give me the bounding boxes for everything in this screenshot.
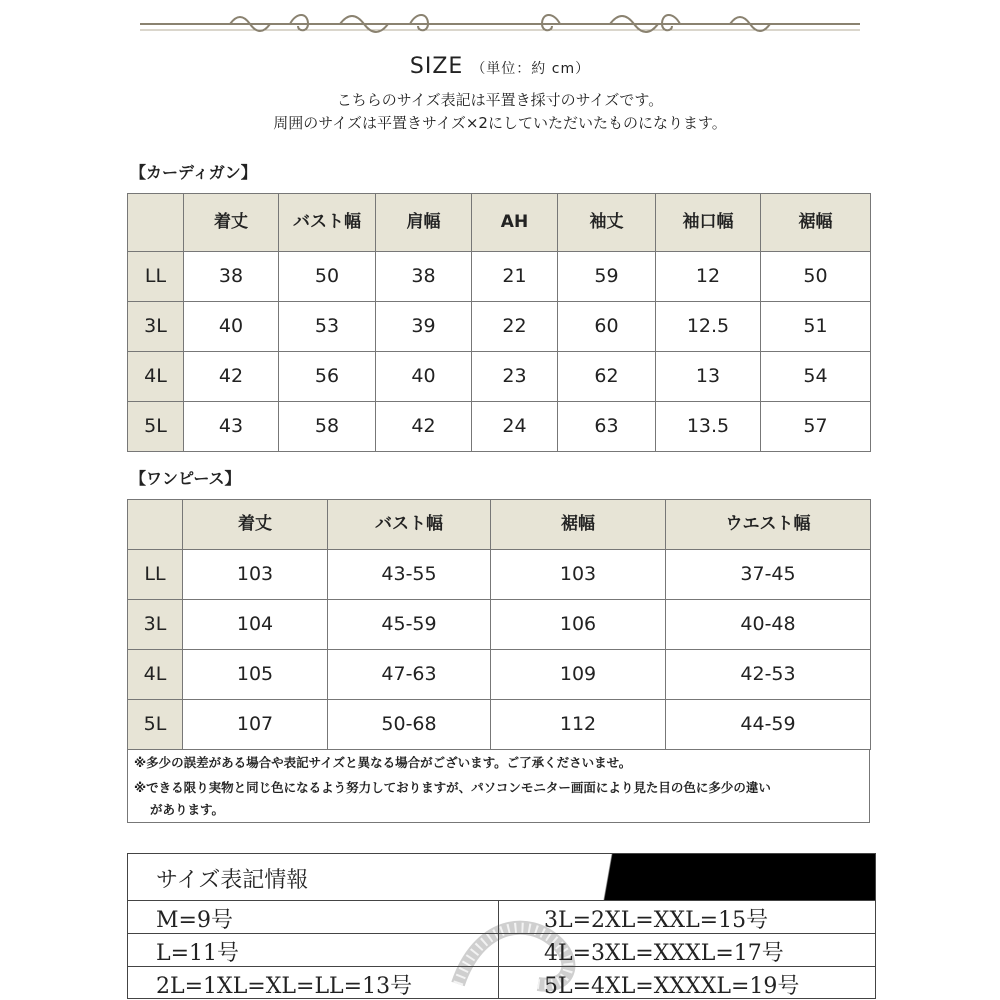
size-notation-title: サイズ表記情報 [156, 868, 309, 893]
table-cell: 103 [183, 550, 328, 600]
table-cell: 105 [183, 650, 328, 700]
table-cell: 43 [184, 402, 279, 452]
table-cell: 38 [184, 252, 279, 302]
table-cell: 57 [761, 402, 871, 452]
table-cell: 103 [491, 550, 666, 600]
table-cell: 60 [558, 302, 656, 352]
table-cell: 106 [491, 600, 666, 650]
table-row [128, 252, 871, 302]
table-cell: 12 [656, 252, 761, 302]
table-cell: 62 [558, 352, 656, 402]
column-divider [498, 900, 499, 998]
table-cell: 23 [472, 352, 558, 402]
size-equivalence: M=9号 [156, 908, 233, 933]
table-cell: 47-63 [328, 650, 491, 700]
table-header-row [128, 194, 871, 252]
table-cell: 51 [761, 302, 871, 352]
column-header: バスト幅 [328, 500, 491, 550]
table-cell: 39 [376, 302, 472, 352]
column-header: バスト幅 [279, 194, 376, 252]
size-notation-row [128, 901, 875, 934]
row-header: 3L [128, 600, 183, 650]
table-cell: 13.5 [656, 402, 761, 452]
table-row [128, 402, 871, 452]
table-cell: 40 [376, 352, 472, 402]
table-cell: 12.5 [656, 302, 761, 352]
table-header-row [128, 500, 871, 550]
column-header: 袖口幅 [656, 194, 761, 252]
table-cell: 53 [279, 302, 376, 352]
table-cell: 40 [184, 302, 279, 352]
row-header: 5L [128, 402, 184, 452]
cardigan-section-title: 【カーディガン】 [130, 163, 257, 182]
column-header [128, 500, 183, 550]
disclaimer-line: があります。 [150, 802, 225, 817]
table-row [128, 700, 871, 750]
size-notation-row [128, 967, 875, 999]
row-header: 5L [128, 700, 183, 750]
table-cell: 45-59 [328, 600, 491, 650]
table-cell: 43-55 [328, 550, 491, 600]
dress-size-table [127, 499, 871, 750]
table-row [128, 600, 871, 650]
table-cell: 56 [279, 352, 376, 402]
decorative-ornament [140, 4, 860, 44]
size-label: SIZE [409, 54, 464, 79]
column-header: ウエスト幅 [666, 500, 871, 550]
column-header: 着丈 [183, 500, 328, 550]
table-cell: 40-48 [666, 600, 871, 650]
table-cell: 42-53 [666, 650, 871, 700]
table-cell: 50 [279, 252, 376, 302]
table-cell: 109 [491, 650, 666, 700]
disclaimer-line: ※できる限り実物と同じ色になるよう努力しておりますが、パソコンモニター画面により見た目の色に多少の違い [134, 780, 771, 795]
table-cell: 42 [184, 352, 279, 402]
table-cell: 50 [761, 252, 871, 302]
size-equivalence: 2L=1XL=XL=LL=13号 [156, 974, 413, 999]
cardigan-size-table [127, 193, 871, 452]
size-notation-panel [127, 853, 876, 999]
disclaimer-box [127, 749, 870, 823]
table-row [128, 550, 871, 600]
column-header: 裾幅 [761, 194, 871, 252]
table-cell: 63 [558, 402, 656, 452]
table-cell: 38 [376, 252, 472, 302]
row-header: LL [128, 550, 183, 600]
table-cell: 58 [279, 402, 376, 452]
row-header: 3L [128, 302, 184, 352]
unit-label: （単位：約 cm） [471, 61, 591, 77]
row-header: 4L [128, 352, 184, 402]
size-notation-header [128, 854, 875, 901]
size-equivalence: L=11号 [156, 941, 240, 966]
size-heading [0, 54, 1000, 79]
table-cell: 37-45 [666, 550, 871, 600]
disclaimer-line: ※多少の誤差がある場合や表記サイズと異なる場合がございます。ご了承くださいませ。 [134, 755, 632, 770]
column-header: 袖丈 [558, 194, 656, 252]
column-header: 肩幅 [376, 194, 472, 252]
table-cell: 107 [183, 700, 328, 750]
size-equivalence: 4L=3XL=XXXL=17号 [544, 941, 784, 966]
table-cell: 13 [656, 352, 761, 402]
table-row [128, 302, 871, 352]
size-equivalence: 5L=4XL=XXXXL=19号 [544, 974, 800, 999]
column-header: 裾幅 [491, 500, 666, 550]
table-cell: 22 [472, 302, 558, 352]
size-equivalence: 3L=2XL=XXL=15号 [544, 908, 769, 933]
table-cell: 50-68 [328, 700, 491, 750]
column-header [128, 194, 184, 252]
table-cell: 42 [376, 402, 472, 452]
column-header: AH [472, 194, 558, 252]
measurement-note-2: 周囲のサイズは平置きサイズ×2にしていただいたものになります。 [273, 114, 727, 132]
table-cell: 21 [472, 252, 558, 302]
dress-section-title: 【ワンピース】 [130, 469, 241, 488]
row-header: 4L [128, 650, 183, 700]
measurement-note-1: こちらのサイズ表記は平置き採寸のサイズです。 [336, 91, 664, 109]
table-cell: 24 [472, 402, 558, 452]
table-row [128, 650, 871, 700]
column-header: 着丈 [184, 194, 279, 252]
row-header: LL [128, 252, 184, 302]
table-cell: 104 [183, 600, 328, 650]
table-cell: 54 [761, 352, 871, 402]
size-notation-row [128, 934, 875, 967]
table-cell: 112 [491, 700, 666, 750]
table-row [128, 352, 871, 402]
table-cell: 59 [558, 252, 656, 302]
table-cell: 44-59 [666, 700, 871, 750]
